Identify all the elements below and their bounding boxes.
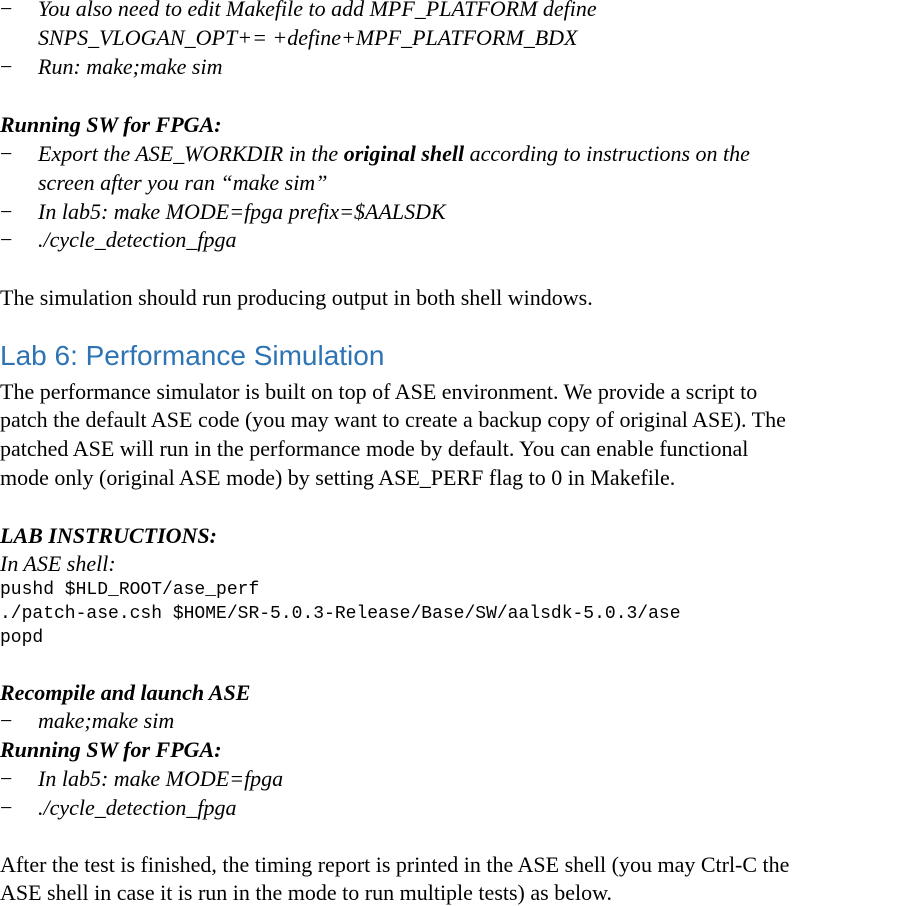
- list-dash: −: [0, 0, 13, 21]
- section-title: LAB INSTRUCTIONS:: [0, 523, 217, 548]
- list-item-text: In lab5: make MODE=fpga: [38, 766, 284, 791]
- list-item-text: In lab5: make MODE=fpga prefix=$AALSDK: [38, 199, 446, 224]
- code-line: pushd $HLD_ROOT/ase_perf: [0, 580, 260, 600]
- subsection-label: In ASE shell:: [0, 551, 116, 576]
- list-dash: −: [0, 795, 13, 820]
- list-item-text: You also need to edit Makefile to add MPF_PLATFORM define: [38, 0, 597, 21]
- paragraph-line: After the test is finished, the timing report is printed in the ASE shell (you may Ctrl-C the: [0, 852, 790, 877]
- section-heading: Lab 6: Performance Simulation: [0, 340, 385, 371]
- list-dash: −: [0, 141, 13, 166]
- paragraph-line: patch the default ASE code (you may want to create a backup copy of original ASE). The: [0, 407, 786, 432]
- text-run: Export the ASE_WORKDIR in the: [38, 141, 344, 166]
- list-item-text: make;make sim: [38, 708, 175, 733]
- list-dash: −: [0, 708, 13, 733]
- list-dash: −: [0, 54, 13, 79]
- list-item-text: SNPS_VLOGAN_OPT+= +define+MPF_PLATFORM_BDX: [38, 25, 578, 50]
- text-run: according to instructions on the: [464, 141, 750, 166]
- section-title: Running SW for FPGA:: [0, 112, 222, 137]
- bold-text-run: original shell: [343, 141, 465, 166]
- list-dash: −: [0, 227, 13, 252]
- paragraph-line: The performance simulator is built on top of ASE environment. We provide a script to: [0, 379, 758, 404]
- paragraph-line: ASE shell in case it is run in the mode to run multiple tests) as below.: [0, 880, 613, 905]
- section-title: Running SW for FPGA:: [0, 737, 222, 762]
- list-dash: −: [0, 199, 13, 224]
- list-dash: −: [0, 766, 13, 791]
- list-item-text: screen after you ran “make sim”: [38, 170, 328, 195]
- code-line: popd: [0, 628, 44, 648]
- list-item-text: Run: make;make sim: [38, 54, 223, 79]
- list-item-text: [38, 141, 750, 167]
- paragraph-line: mode only (original ASE mode) by setting ASE_PERF flag to 0 in Makefile.: [0, 465, 676, 490]
- list-item-text: ./cycle_detection_fpga: [38, 795, 237, 820]
- paragraph: The simulation should run producing output in both shell windows.: [0, 285, 593, 310]
- list-item-text: ./cycle_detection_fpga: [38, 227, 237, 252]
- code-line: ./patch-ase.csh $HOME/SR-5.0.3-Release/Base/SW/aalsdk-5.0.3/ase: [0, 604, 681, 624]
- section-title: Recompile and launch ASE: [0, 680, 251, 705]
- paragraph-line: patched ASE will run in the performance mode by default. You can enable functional: [0, 436, 749, 461]
